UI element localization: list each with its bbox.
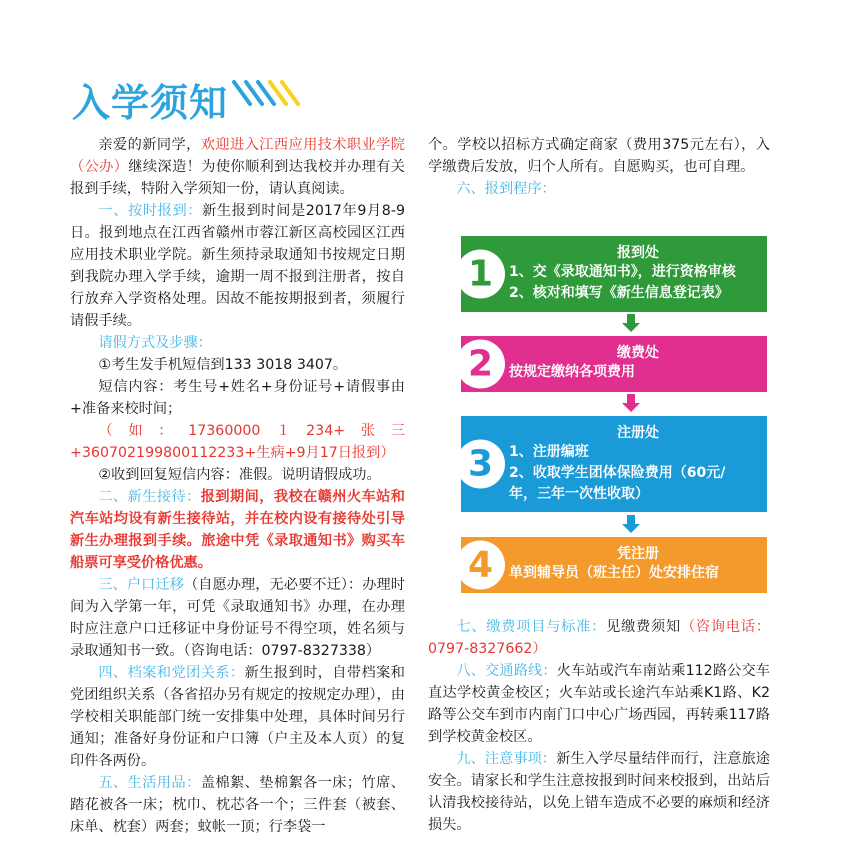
step-2-line-1: 按规定缴纳各项费用	[509, 364, 635, 380]
section-4: 四、档案和党团关系：新生报到时，自带档案和党团组织关系（各省招办另有规定的按规定办理），由学校相关职能部门统一安排集中处理，具体时间另行通知；准备好身份证和户口簿（户主及本人页）的复印件各两份。	[70, 665, 405, 769]
intro-paragraph: 亲爱的新同学，欢迎进入江西应用技术职业学院（公办）继续深造！为使你顺利到达我校并办理有关报到手续，特附入学须知一份，请认真阅读。	[70, 137, 405, 197]
step-1-line-1: 1、交《录取通知书》，进行资格审核	[509, 264, 736, 280]
step-2-box	[461, 336, 767, 392]
step-4-number: 4	[456, 541, 505, 590]
step-4-line-1: 单到辅导员（班主任）处安排住宿	[509, 565, 719, 581]
step-1-box	[461, 236, 767, 312]
section-3: 三、户口迁移（自愿办理，无必要不迁）：办理时间为入学第一年，可凭《录取通知书》办理，在办理时应注意户口迁移证中身份证号不得空项，姓名须与录取通知书一致。（咨询电话：0797-8327338）	[70, 577, 405, 659]
step-3-line-1: 1、注册编班	[509, 444, 589, 460]
page-title: 入学须知	[72, 81, 229, 125]
section-1: 一、按时报到：新生报到时间是2017年9月8-9日。报到地点在江西省赣州市蓉江新区高校园区江西应用技术职业学院。新生须持录取通知书按规定日期到我院办理入学手续，逾期一周不报到注册者，按自行放弃入学资格处理。因故不能按期报到者，须履行请假手续。	[70, 203, 405, 329]
step-3-number: 3	[456, 440, 505, 489]
right-column-top	[428, 134, 770, 200]
step-3-title: 注册处	[617, 425, 659, 441]
leave-heading: 请假方式及步骤：	[98, 335, 212, 351]
section-6-heading: 六、报到程序：	[456, 181, 556, 197]
leave-step-2: ②收到回复短信内容：准假。说明请假成功。	[98, 467, 381, 483]
step-1-title: 报到处	[617, 245, 659, 261]
step-2-number: 2	[456, 340, 505, 389]
section-7: 七、缴费项目与标准：见缴费须知（咨询电话：0797-8327662）	[428, 619, 770, 657]
step-4-title: 凭注册	[617, 546, 659, 562]
decorative-stripes	[230, 78, 300, 108]
step-3-line-2: 2、收取学生团体保险费用（60元/	[509, 465, 726, 481]
step-1-number: 1	[456, 250, 505, 299]
arrow-down-icon	[622, 394, 640, 412]
leave-sms-content: 短信内容：考生号+姓名+身份证号+请假事由+准备来校时间；	[70, 379, 405, 417]
arrow-down-icon	[622, 515, 640, 533]
step-1-line-2: 2、核对和填写《新生信息登记表》	[509, 285, 729, 301]
section-9: 九、注意事项：新生入学尽量结伴而行，注意旅途安全。请家长和学生注意按报到时间来校报到，出站后认清我校接待站，以免上错车造成不必要的麻烦和经济损失。	[428, 751, 770, 833]
arrow-down-icon	[622, 314, 640, 332]
leave-step-1: ①考生发手机短信到133 3018 3407。	[98, 357, 348, 373]
section-8: 八、交通路线：火车站或汽车南站乘112路公交车直达学校黄金校区；火车站或长途汽车站乘K1路、K2路等公交车到市内南门口中心广场西园，再转乘117路到学校黄金校区。	[428, 663, 770, 745]
right-column-bottom	[428, 616, 770, 836]
left-column	[70, 134, 405, 838]
step-3-box	[461, 416, 767, 512]
section-5-continued: 个。学校以招标方式确定商家（费用375元左右），入学缴费后发放，归个人所有。自愿购买，也可自理。	[428, 137, 770, 175]
step-4-box	[461, 537, 767, 593]
step-2-title: 缴费处	[617, 345, 659, 361]
section-5: 五、生活用品：盖棉絮、垫棉絮各一床；竹席、踏花被各一床；枕巾、枕芯各一个；三件套（被套、床单、枕套）两套；蚊帐一顶；行李袋一	[70, 775, 405, 835]
leave-example: （如：17360000１234+张三+360702199800112233+生病+9月17日报到）	[70, 423, 405, 461]
section-2: 二、新生接待：报到期间，我校在赣州火车站和汽车站均设有新生接待站，并在校内设有接待处引导新生办理报到手续。旅途中凭《录取通知书》购买车船票可享受价格优惠。	[70, 489, 405, 571]
step-3-line-3: 年，三年一次性收取）	[509, 486, 649, 502]
